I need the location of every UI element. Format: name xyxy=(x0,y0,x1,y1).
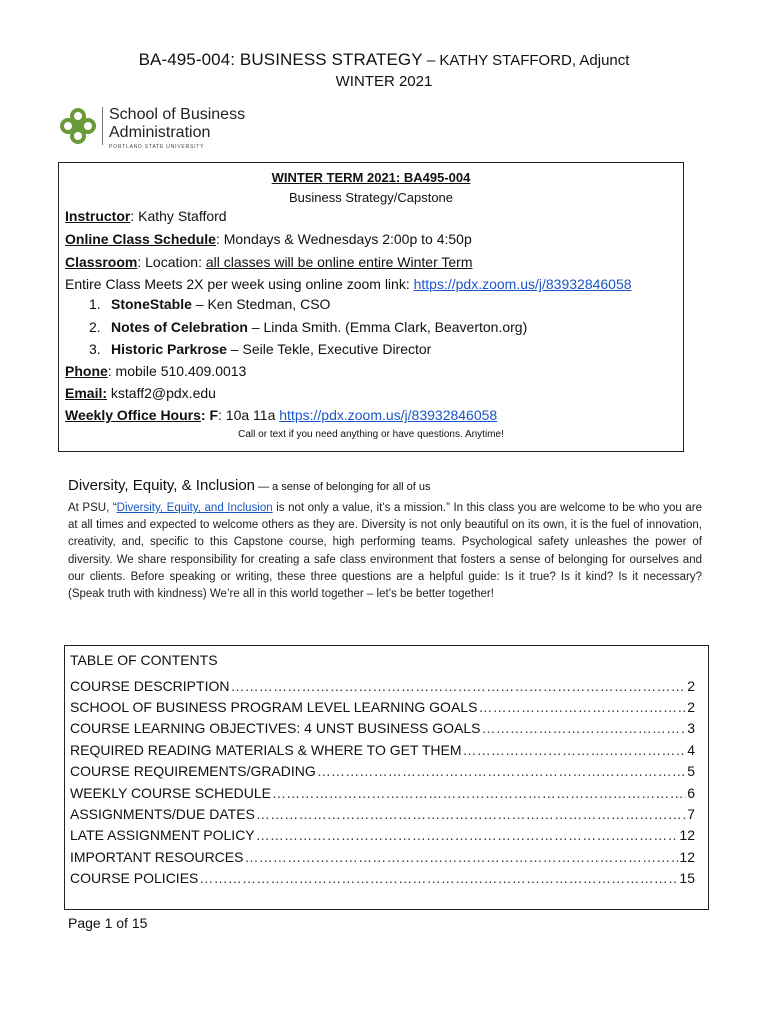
toc-entry[interactable] xyxy=(70,825,695,846)
client-number: 1. xyxy=(89,296,101,312)
classroom-row xyxy=(65,251,472,273)
client-item xyxy=(89,293,330,315)
office-hours-link[interactable]: https://pdx.zoom.us/j/83932846058 xyxy=(279,407,498,423)
toc-leader xyxy=(256,804,686,825)
logo-wordmark xyxy=(109,106,245,142)
office-hours-label: Weekly Office Hours xyxy=(65,407,201,423)
phone-row xyxy=(65,360,246,382)
table-of-contents xyxy=(64,645,709,910)
psu-logo-icon xyxy=(58,106,98,146)
email-label: Email: xyxy=(65,385,108,401)
page-number: Page 1 of 15 xyxy=(68,915,148,931)
toc-entry[interactable] xyxy=(70,847,695,868)
document-title xyxy=(0,50,768,71)
dei-link[interactable]: Diversity, Equity, and Inclusion xyxy=(116,502,273,514)
classroom-value: all classes will be online entire Winter Term xyxy=(205,254,473,270)
toc-leader xyxy=(463,740,687,761)
dei-paragraph xyxy=(68,500,702,603)
course-title: BA-495-004: BUSINESS STRATEGY xyxy=(138,50,423,69)
toc-entry-label: IMPORTANT RESOURCES xyxy=(70,849,244,865)
toc-entry[interactable] xyxy=(70,718,695,739)
term-heading: WINTER TERM 2021: BA495-004 xyxy=(271,170,471,185)
toc-leader xyxy=(482,718,687,739)
client-item xyxy=(89,316,527,338)
phone-label: Phone xyxy=(65,363,108,379)
toc-leader xyxy=(317,761,686,782)
toc-entry-page: 3 xyxy=(687,720,695,736)
logo-line-1: School of Business xyxy=(109,106,246,123)
dei-body-prefix: At PSU, “ xyxy=(68,502,117,514)
classroom-prefix: : Location: xyxy=(137,254,206,270)
toc-entry-page: 12 xyxy=(679,827,695,843)
schedule-label: Online Class Schedule xyxy=(65,231,216,247)
toc-entry[interactable] xyxy=(70,783,695,804)
toc-entry-page: 2 xyxy=(687,678,695,694)
dei-heading xyxy=(68,476,431,497)
toc-entry-page: 12 xyxy=(679,849,695,865)
client-number: 3. xyxy=(89,341,101,357)
email-row xyxy=(65,382,216,404)
toc-entry-label: LATE ASSIGNMENT POLICY xyxy=(70,827,255,843)
schedule-row xyxy=(65,228,472,250)
logo-divider xyxy=(102,107,103,145)
zoom-prefix: Entire Class Meets 2X per week using online zoom link: xyxy=(65,276,414,292)
toc-entry-page: 7 xyxy=(687,806,695,822)
office-hours-day: : F xyxy=(200,407,219,423)
school-logo xyxy=(58,104,258,154)
toc-leader xyxy=(256,825,679,846)
client-name: Notes of Celebration xyxy=(111,319,248,335)
toc-entry-label: ASSIGNMENTS/DUE DATES xyxy=(70,806,255,822)
toc-entry-page: 6 xyxy=(687,785,695,801)
toc-entry-label: WEEKLY COURSE SCHEDULE xyxy=(70,785,271,801)
office-hours-time: : 10a 11a xyxy=(218,407,280,423)
dei-tagline: — a sense of belonging for all of us xyxy=(255,481,431,493)
toc-entry[interactable] xyxy=(70,676,695,697)
schedule-value: : Mondays & Wednesdays 2:00p to 4:50p xyxy=(215,231,472,247)
dei-body-text: is not only a value, it’s a mission.” In this class you are welcome to be who you are at all times and expected to welcome others as they are. Diversity is not only beautiful on its own, it is the fuel of innovation, creativity, and, specific to this Capstone course, high performing teams. Psychological safety unleashes the power of diversity. We share responsibility for creating a safe class environment that fosters a sense of belonging for ourselves and our clients. Before speaking or writing, these three questions are a helpful guide: Is it true? Is it kind? Is it necessary? (Speak truth with kindness) We’re all in this world together – let’s be better together! xyxy=(68,502,702,601)
classroom-label: Classroom xyxy=(65,254,138,270)
toc-entry[interactable] xyxy=(70,761,695,782)
toc-entry-label: COURSE REQUIREMENTS/GRADING xyxy=(70,763,316,779)
toc-entry[interactable] xyxy=(70,804,695,825)
toc-entry-label: COURSE LEARNING OBJECTIVES: 4 UNST BUSINESS GOALS xyxy=(70,720,481,736)
zoom-link[interactable]: https://pdx.zoom.us/j/83932846058 xyxy=(413,276,632,292)
toc-entry-label: SCHOOL OF BUSINESS PROGRAM LEVEL LEARNING GOALS xyxy=(70,699,478,715)
toc-entry-label: COURSE DESCRIPTION xyxy=(70,678,230,694)
toc-entry-page: 5 xyxy=(687,763,695,779)
email-value: kstaff2@pdx.edu xyxy=(107,385,216,401)
instructor-line: – KATHY STAFFORD, Adjunct xyxy=(422,52,630,69)
toc-entry[interactable] xyxy=(70,740,695,761)
toc-leader xyxy=(272,783,686,804)
office-hours-row xyxy=(65,404,497,426)
client-number: 2. xyxy=(89,319,101,335)
toc-entry-label: COURSE POLICIES xyxy=(70,870,199,886)
instructor-row xyxy=(65,205,227,227)
toc-entry[interactable] xyxy=(70,697,695,718)
course-subtitle: Business Strategy/Capstone xyxy=(288,190,454,205)
phone-value: : mobile 510.409.0013 xyxy=(107,363,247,379)
client-name: StoneStable xyxy=(111,296,192,312)
toc-leader xyxy=(199,868,678,889)
call-note: Call or text if you need anything or have questions. Anytime! xyxy=(238,429,504,440)
client-name: Historic Parkrose xyxy=(111,341,227,357)
toc-entry[interactable] xyxy=(70,868,695,889)
toc-entry-page: 15 xyxy=(679,870,695,886)
toc-leader xyxy=(230,676,686,697)
toc-entry-label: REQUIRED READING MATERIALS & WHERE TO GET THEM xyxy=(70,742,462,758)
dei-title: Diversity, Equity, & Inclusion xyxy=(68,477,256,494)
toc-entry-page: 2 xyxy=(687,699,695,715)
zoom-row xyxy=(65,273,632,295)
client-detail: – Linda Smith. (Emma Clark, Beaverton.org) xyxy=(247,319,528,335)
client-detail: – Ken Stedman, CSO xyxy=(191,296,331,312)
toc-entry-page: 4 xyxy=(687,742,695,758)
toc-title: TABLE OF CONTENTS xyxy=(70,652,218,668)
instructor-value: : Kathy Stafford xyxy=(130,208,227,224)
client-item xyxy=(89,338,431,360)
logo-line-2: Administration xyxy=(109,124,211,141)
client-detail: – Seile Tekle, Executive Director xyxy=(226,341,432,357)
term-label: WINTER 2021 xyxy=(335,73,433,90)
toc-leader xyxy=(244,847,678,868)
instructor-label: Instructor xyxy=(65,208,131,224)
logo-subline: PORTLAND STATE UNIVERSITY xyxy=(109,144,205,150)
toc-leader xyxy=(478,697,686,718)
course-info-box xyxy=(58,162,684,452)
